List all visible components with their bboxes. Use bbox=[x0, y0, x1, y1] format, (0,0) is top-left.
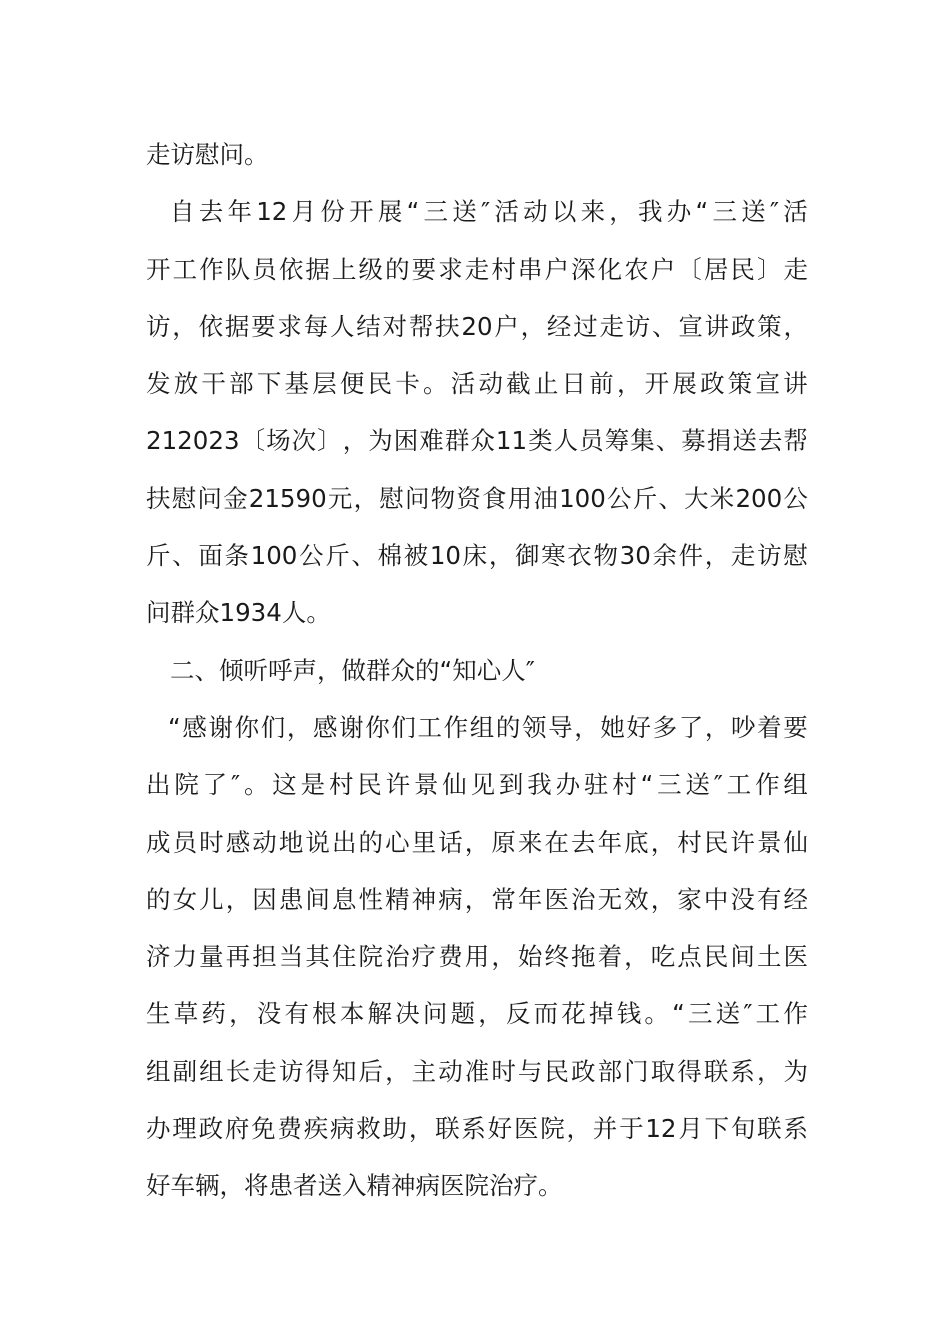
heading-line: 二、倾听呼声，做群众的“知心人″ bbox=[170, 655, 535, 685]
text-line: 212023 〔 场 次 〕 ， 为 困 难 群 众 11 类 人 员 筹 集 、 募 捐 送 去 帮 bbox=[146, 426, 808, 456]
text-line: 济 力 量 再 担 当 其 住 院 治 疗 费 用 ， 始 终 拖 着 ， 吃 点 民 间 土 医 bbox=[146, 942, 808, 972]
document-body bbox=[146, 126, 808, 1215]
paragraph-2 bbox=[146, 183, 808, 641]
text-line: 好车辆，将患者送入精神病医院治疗。 bbox=[146, 1171, 563, 1201]
text-line: 走访慰问。 bbox=[146, 140, 269, 169]
text-line: 开 工 作 队 员 依 据 上 级 的 要 求 走 村 串 户 深 化 农 户 〔 居 民 〕 走 bbox=[146, 254, 808, 284]
text-line: 办 理 政 府 免 费 疾 病 救 助 ， 联 系 好 医 院 ， 并 于 12 月 下 旬 联 系 bbox=[146, 1114, 808, 1144]
text-line: 出 院 了 ″ 。 这 是 村 民 许 景 仙 见 到 我 办 驻 村 “ 三 送 ″ 工 作 组 bbox=[146, 770, 808, 800]
text-line: 斤 、 面 条 100 公 斤 、 棉 被 10 床 ， 御 寒 衣 物 30 余 件 ， 走 访 慰 bbox=[146, 541, 808, 571]
text-line: “ 感 谢 你 们 ， 感 谢 你 们 工 作 组 的 领 导 ， 她 好 多 了 ， 吵 着 要 bbox=[168, 712, 808, 742]
text-line: 生 草 药 ， 没 有 根 本 解 决 问 题 ， 反 而 花 掉 钱 。 “ 三 送 ″ 工 作 bbox=[146, 999, 808, 1029]
text-line: 访 ， 依 据 要 求 每 人 结 对 帮 扶 20 户 ， 经 过 走 访 、 宣 讲 政 策 ， bbox=[146, 311, 808, 341]
section-heading bbox=[146, 642, 808, 699]
text-line: 的 女 儿 ， 因 患 间 息 性 精 神 病 ， 常 年 医 治 无 效 ， 家 中 没 有 经 bbox=[146, 884, 808, 914]
text-line: 问群众1934人。 bbox=[146, 598, 331, 628]
text-line: 自 去 年 12 月 份 开 展 “ 三 送 ″ 活 动 以 来 ， 我 办 “ 三 送 ″ 活 bbox=[170, 197, 808, 227]
text-line: 扶 慰 问 金 21590 元 ， 慰 问 物 资 食 用 油 100 公 斤 、 大 米 200 公 bbox=[146, 483, 808, 513]
paragraph-1 bbox=[146, 126, 808, 183]
text-line: 成 员 时 感 动 地 说 出 的 心 里 话 ， 原 来 在 去 年 底 ， 村 民 许 景 仙 bbox=[146, 827, 808, 857]
text-line: 组 副 组 长 走 访 得 知 后 ， 主 动 准 时 与 民 政 部 门 取 得 联 系 ， 为 bbox=[146, 1056, 808, 1086]
paragraph-3 bbox=[146, 699, 808, 1215]
text-line: 发 放 干 部 下 基 层 便 民 卡 。 活 动 截 止 日 前 ， 开 展 政 策 宣 讲 bbox=[146, 369, 808, 399]
